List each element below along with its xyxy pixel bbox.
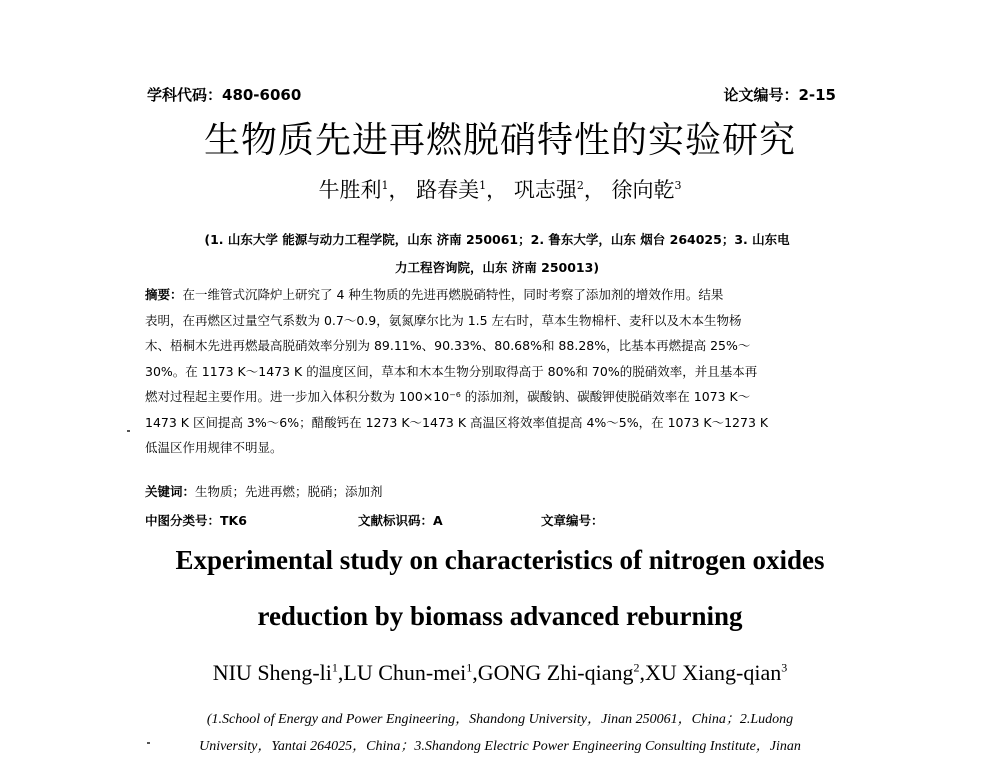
affiliation-chinese xyxy=(147,226,847,282)
keywords-text: 生物质；先进再燃；脱硝；添加剂 xyxy=(195,484,383,499)
abstract-line: 30%。在 1173 K～1473 K 的温度区间，草本和木本生物分别取得高于 80%和 70%的脱硝效率，并且基本再 xyxy=(145,363,758,379)
affiliation-english-line1: (1.School of Energy and Power Engineering，Shandong University，Jinan 250061，China；2.Ludong xyxy=(206,712,794,727)
author-en: LU Chun-mei$^1$, xyxy=(343,660,478,685)
author-en: GONG Zhi-qiang$^2$, xyxy=(477,660,646,685)
affiliation-english-line2: University，Yantai 264025，China；3.Shandong Electric Power Engineering Consulting Institute，Jinan xyxy=(199,739,801,754)
author-en: XU Xiang-qian$^3$ xyxy=(645,660,788,685)
abstract-line: 1473 K 区间提高 3%～6%；醋酸钙在 1273 K～1473 K 高温区将效率值提高 4%～5%，在 1073 K～1273 K xyxy=(145,414,769,430)
abstract xyxy=(145,282,851,461)
paper-number: 论文编号：2-15 xyxy=(723,86,836,104)
clc-number: 中图分类号：TK6 xyxy=(145,513,247,528)
title-chinese: 生物质先进再燃脱硝特性的实验研究 xyxy=(203,120,796,161)
author-zh: 牛胜利$^1$， xyxy=(318,178,410,202)
affiliation-line: (1. 山东大学 能源与动力工程学院，山东 济南 250061；2. 鲁东大学，山东 烟台 264025；3. 山东电 xyxy=(204,232,790,247)
abstract-label: 摘要： xyxy=(145,287,183,302)
author-zh: 巩志强$^2$， xyxy=(513,178,605,202)
affiliation-line: 力工程咨询院，山东 济南 250013) xyxy=(394,260,600,275)
abstract-line: 燃对过程起主要作用。进一步加入体积分数为 100×10⁻⁶ 的添加剂，碳酸钠、碳酸钾使脱硝效率在 1073 K～ xyxy=(145,389,751,404)
author-zh: 徐向乾$^3$ xyxy=(611,178,682,202)
abstract-line: 表明，在再燃区过量空气系数为 0.7～0.9，氨氮摩尔比为 1.5 左右时，草本生物棉杆、麦秆以及木本生物杨 xyxy=(145,312,742,328)
subject-code: 学科代码：480-6060 xyxy=(147,86,302,104)
title-english-line1: Experimental study on characteristics of nitrogen oxides xyxy=(175,545,825,575)
title-english-line2: reduction by biomass advanced reburning xyxy=(257,601,743,631)
author-en: NIU Sheng-$li^1$, xyxy=(212,660,344,685)
abstract-line: 低温区作用规律不明显。 xyxy=(145,440,283,455)
scan-speck xyxy=(147,742,150,744)
scan-speck xyxy=(127,430,130,432)
article-number: 文章编号： xyxy=(541,513,604,528)
keywords xyxy=(145,482,851,500)
keywords-label: 关键词： xyxy=(145,484,196,499)
author-zh: 路春美$^1$， xyxy=(416,178,508,202)
authors-english xyxy=(0,660,1000,686)
document-code: 文献标识码：A xyxy=(358,513,443,528)
abstract-line: 木、梧桐木先进再燃最高脱硝效率分别为 89.11%、90.33%、80.68%和 88.28%，比基本再燃提高 25%～ xyxy=(145,338,751,353)
abstract-line: 摘要：在一维管式沉降炉上研究了 4 种生物质的先进再燃脱硝特性，同时考察了添加剂的增效作用。结果 xyxy=(145,287,724,302)
authors-chinese xyxy=(0,174,1000,204)
